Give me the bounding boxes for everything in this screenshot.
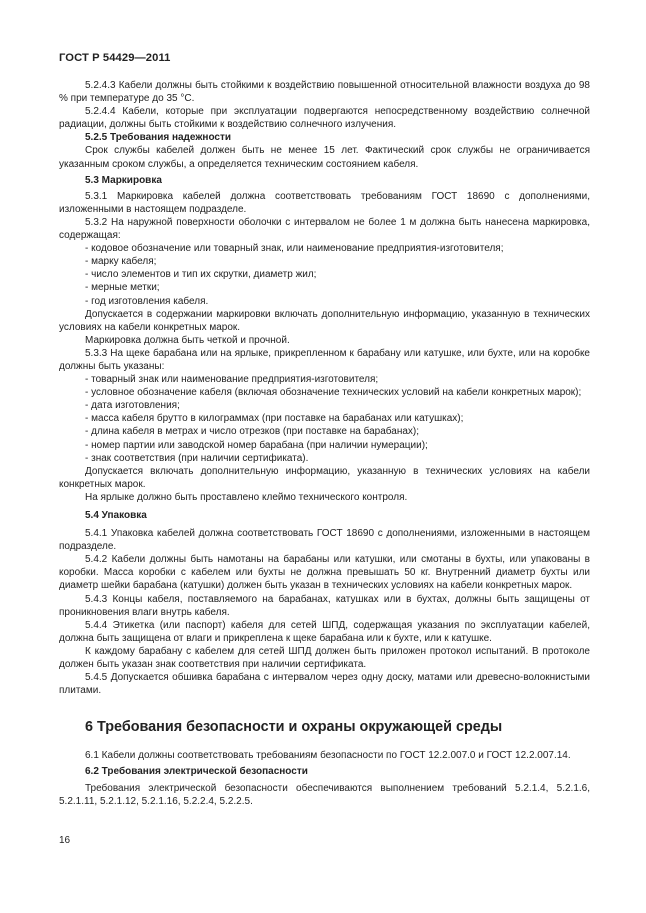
- paragraph-5-3-2: 5.3.2 На наружной поверхности оболочки с интервалом не более 1 м должна быть нанесена маркировка, содержащая:: [59, 216, 590, 242]
- paragraph-5-4-3: 5.4.3 Концы кабеля, поставляемого на барабанах, катушках или в бухтах, должны быть защищены от проникновения влаги внутрь кабеля.: [59, 593, 590, 618]
- paragraph-5-3-3: 5.3.3 На щеке барабана или на ярлыке, прикрепленном к барабану или катушке, или бухте, или на коробке должны быть указаны:: [59, 347, 590, 372]
- list-item: - товарный знак или наименование предприятия-изготовителя;: [85, 374, 379, 386]
- list-item: - знак соответствия (при наличии сертификата).: [85, 452, 309, 464]
- body-text: [59, 79, 590, 808]
- list-item: - мерные метки;: [85, 282, 160, 294]
- paragraph-5-4-1: 5.4.1 Упаковка кабелей должна соответствовать ГОСТ 18690 с дополнениями, изложенными в настоящем подразделе.: [59, 528, 590, 553]
- paragraph-label-extra: Допускается включать дополнительную информацию, указанную в технических условиях на кабели конкретных марок.: [59, 465, 590, 490]
- list-item: - дата изготовления;: [85, 400, 180, 412]
- paragraph-6-1: 6.1 Кабели должны соответствовать требованиям безопасности по ГОСТ 12.2.007.0 и ГОСТ 12.2.007.14.: [85, 750, 571, 762]
- paragraph-service-life: Срок службы кабелей должен быть не менее 15 лет. Фактический срок службы не ограничивается указанным сроком службы, а определяется техническим состоянием кабеля.: [59, 145, 590, 170]
- paragraph-marking-extra: Допускается в содержании маркировки включать дополнительную информацию, указанную в технических условиях на кабели конкретных марок.: [59, 308, 590, 333]
- paragraph-5-2-4-4: 5.2.4.4 Кабели, которые при эксплуатации подвергаются непосредственному воздействию солнечной радиации, должны быть стойкими к воздействию солнечного излучения.: [59, 106, 590, 131]
- paragraph-6-2-body: Требования электрической безопасности обеспечиваются выполнением требований 5.2.1.4, 5.2.1.6, 5.2.1.11, 5.2.1.12, 5.2.1.16, 5.2.2.4, 5.2.2.5.: [59, 782, 590, 807]
- heading-5-2-5: 5.2.5 Требования надежности: [85, 132, 232, 144]
- page-number: 16: [59, 835, 71, 846]
- paragraph-5-4-5: 5.4.5 Допускается обшивка барабана с интервалом через одну доску, матами или древесно-волокнистыми плитами.: [59, 672, 590, 697]
- paragraph-5-2-4-3: 5.2.4.3 Кабели должны быть стойкими к воздействию повышенной относительной влажности воздуха до 98 % при температуре до 35 °С.: [59, 80, 590, 105]
- paragraph-5-3-1: 5.3.1 Маркировка кабелей должна соответствовать требованиям ГОСТ 18690 с дополнениями, изложенными в настоящем подразделе.: [59, 190, 590, 215]
- paragraph-test-protocol: К каждому барабану с кабелем для сетей ШПД должен быть приложен протокол испытаний. В протоколе должен быть указан знак соответствия при наличии сертификата.: [59, 645, 590, 671]
- list-item: - марку кабеля;: [85, 256, 157, 268]
- heading-6-2: 6.2 Требования электрической безопасности: [85, 766, 308, 778]
- paragraph-marking-quality: Маркировка должна быть четкой и прочной.: [85, 334, 290, 346]
- section-6-heading: 6 Требования безопасности и охраны окружающей среды: [85, 719, 503, 736]
- paragraph-label-stamp: На ярлыке должно быть проставлено клеймо технического контроля.: [85, 491, 408, 503]
- heading-5-3: 5.3 Маркировка: [85, 174, 162, 186]
- paragraph-5-4-4: 5.4.4 Этикетка (или паспорт) кабеля для сетей ШПД, содержащая указания по эксплуатации кабелей, должна быть защищена от влаги и прикреплена к щеке барабана или к бухте, или к катушке.: [59, 619, 590, 644]
- standard-header: ГОСТ Р 54429—2011: [59, 52, 171, 64]
- paragraph-5-4-2: 5.4.2 Кабели должны быть намотаны на барабаны или катушки, или смотаны в бухты, или упакованы в коробки. Масса коробки с кабелем или бухты не должна превышать 50 кг. Внутренний диаметр бухты или диаметр шейки барабана (катушки) должен быть указан в технических условиях на кабели конкретных марок.: [59, 554, 590, 592]
- list-item: - условное обозначение кабеля (включая обозначение технических условий на кабели конкретных марок);: [85, 387, 582, 399]
- heading-5-4: 5.4 Упаковка: [85, 510, 147, 521]
- list-item: - масса кабеля брутто в килограммах (при поставке на барабанах или катушках);: [85, 413, 464, 425]
- list-item: - длина кабеля в метрах и число отрезков (при поставке на барабанах);: [85, 426, 420, 438]
- list-item: - год изготовления кабеля.: [85, 295, 209, 307]
- list-item: - кодовое обозначение или товарный знак, или наименование предприятия-изготовителя;: [85, 243, 504, 255]
- list-item: - число элементов и тип их скрутки, диаметр жил;: [85, 269, 317, 281]
- list-item: - номер партии или заводской номер барабана (при наличии нумерации);: [85, 439, 428, 451]
